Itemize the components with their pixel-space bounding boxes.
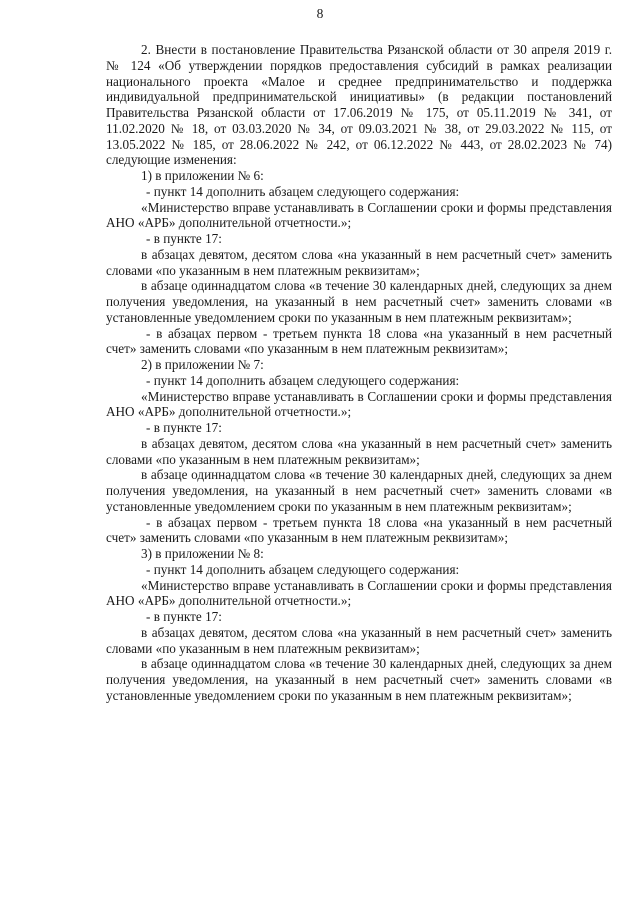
paragraph-annex-6-point-14: - пункт 14 дополнить абзацем следующего содержания: — [146, 183, 460, 199]
paragraph-annex-6-point-18: - в абзацах первом - третьем пункта 18 слова «на указанный в нем расчетный счет» заменить словами «по указанным в нем платежным реквизитам»; — [106, 325, 612, 357]
paragraph-annex-7-point-18: - в абзацах первом - третьем пункта 18 слова «на указанный в нем расчетный счет» заменить словами «по указанным в нем платежным реквизитам»; — [106, 514, 612, 546]
paragraph-annex-7-point-17-ninth-tenth: в абзацах девятом, десятом слова «на указанный в нем расчетный счет» заменить словами «по указанным в нем платежным реквизитам»; — [106, 435, 612, 467]
paragraph-annex-8-heading: 3) в приложении № 8: — [141, 546, 264, 561]
paragraph-annex-8-point-17-eleventh: в абзаце одиннадцатом слова «в течение 30 календарных дней, следующих за днем получения уведомления, на указанный в нем расчетный счет» заменить словами «в установленные уведомлением сроки по указанным в нем платежным реквизитам»; — [106, 656, 612, 703]
document-body — [106, 42, 612, 704]
paragraph-annex-8-point-17: - в пункте 17: — [146, 609, 222, 624]
paragraph-annex-6-point-17: - в пункте 17: — [146, 231, 222, 246]
paragraph-annex-8-point-17-ninth-tenth: в абзацах девятом, десятом слова «на указанный в нем расчетный счет» заменить словами «по указанным в нем платежным реквизитам»; — [106, 624, 612, 656]
paragraph-annex-6-point-17-ninth-tenth: в абзацах девятом, десятом слова «на указанный в нем расчетный счет» заменить словами «по указанным в нем платежным реквизитам»; — [106, 246, 612, 278]
page-number: 8 — [316, 6, 324, 21]
paragraph-annex-7-point-17: - в пункте 17: — [146, 420, 222, 435]
paragraph-annex-6-point-14-text: «Министерство вправе устанавливать в Соглашении сроки и формы представления АНО «АРБ» дополнительной отчетности.»; — [106, 199, 612, 231]
paragraph-annex-7-point-14: - пункт 14 дополнить абзацем следующего содержания: — [146, 372, 460, 388]
paragraph-annex-8-point-14: - пункт 14 дополнить абзацем следующего содержания: — [146, 561, 460, 577]
paragraph-annex-8-point-14-text: «Министерство вправе устанавливать в Соглашении сроки и формы представления АНО «АРБ» дополнительной отчетности.»; — [106, 577, 612, 609]
paragraph-annex-6-heading: 1) в приложении № 6: — [141, 168, 264, 183]
paragraph-annex-7-point-17-eleventh: в абзаце одиннадцатом слова «в течение 30 календарных дней, следующих за днем получения уведомления, на указанный в нем расчетный счет» заменить словами «в установленные уведомлением сроки по указанным в нем платежным реквизитам»; — [106, 467, 612, 514]
paragraph-annex-7-point-14-text: «Министерство вправе устанавливать в Соглашении сроки и формы представления АНО «АРБ» дополнительной отчетности.»; — [106, 388, 612, 420]
paragraph-item-2-intro: 2. Внести в постановление Правительства Рязанской области от 30 апреля 2019 г. № 124 «Об утверждении порядков предоставления субсидий в рамках реализации национального проекта «Малое и среднее предпринимательство и поддержка индивидуальной предпринимательской инициативы» (в редакции постановлений Правительства Рязанской области от 17.06.2019 № 175, от 05.11.2019 № 341, от 11.02.2020 № 18, от 03.03.2020 № 34, от 09.03.2021 № 38, от 29.03.2022 № 115, от 13.05.2022 № 185, от 28.06.2022 № 242, от 06.12.2022 № 443, от 28.02.2023 № 74) следующие изменения: — [106, 42, 612, 168]
paragraph-annex-6-point-17-eleventh: в абзаце одиннадцатом слова «в течение 30 календарных дней, следующих за днем получения уведомления, на указанный в нем расчетный счет» заменить словами «в установленные уведомлением сроки по указанным в нем платежным реквизитам»; — [106, 278, 612, 325]
paragraph-annex-7-heading: 2) в приложении № 7: — [141, 357, 264, 372]
